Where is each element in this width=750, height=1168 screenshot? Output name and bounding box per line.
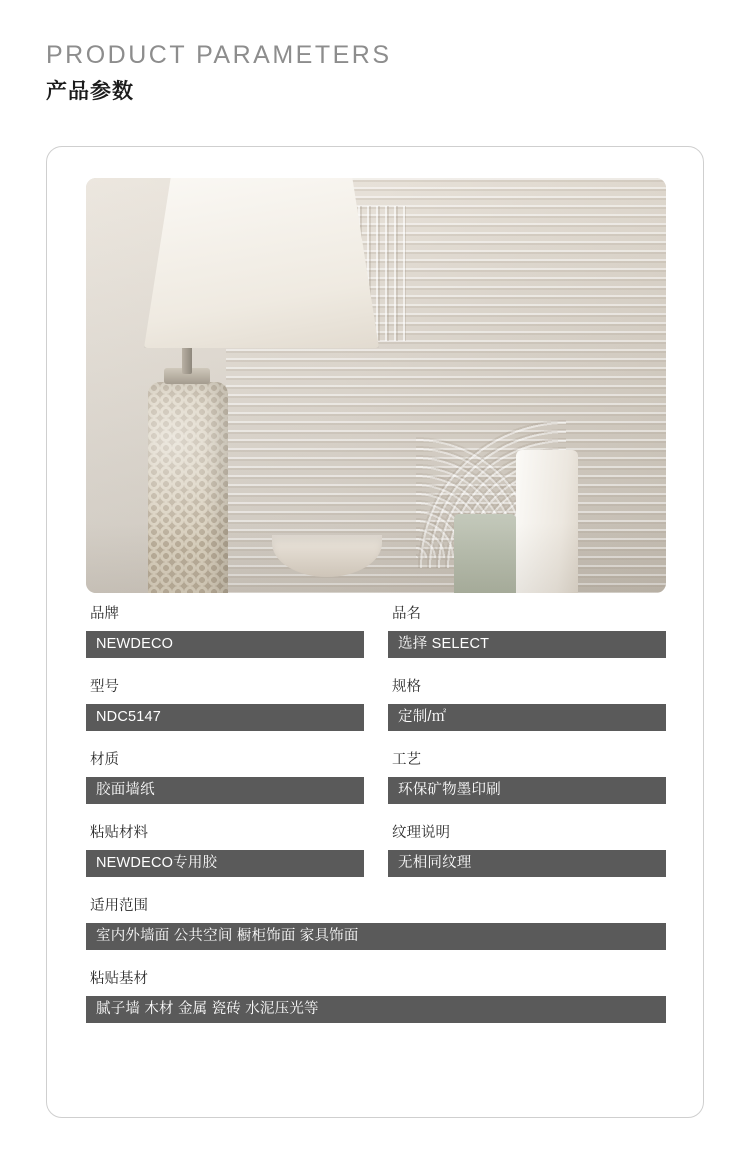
spec-field-adhesive [86,822,364,877]
page-title-english: PRODUCT PARAMETERS [46,41,392,69]
spec-label: 品名 [392,606,421,622]
spec-field-model [86,676,364,731]
spec-field-product-name [388,603,666,658]
lamp-neck [182,346,192,374]
spec-label: 纹理说明 [392,825,450,841]
page-title-chinese: 产品参数 [46,80,134,103]
spec-value: 腻子墙 木材 金属 瓷砖 水泥压光等 [86,996,666,1023]
spec-label: 适用范围 [90,898,148,914]
spec-label: 材质 [90,752,119,768]
spec-value: NEWDECO专用胶 [86,850,364,877]
spec-field-application-scope [86,895,666,950]
spec-value: 室内外墙面 公共空间 橱柜饰面 家具饰面 [86,923,666,950]
spec-label: 粘贴基材 [90,971,148,987]
spec-row [86,895,666,950]
specification-list [86,603,666,1041]
spec-label: 品牌 [90,606,119,622]
spec-row [86,968,666,1023]
hero-background [86,178,666,593]
spec-field-process [388,749,666,804]
spec-label: 型号 [90,679,119,695]
spec-value: 环保矿物墨印刷 [388,777,666,804]
spec-row [86,749,666,804]
spec-row [86,676,666,731]
spec-field-material [86,749,364,804]
page-header [46,38,646,107]
spec-field-substrate [86,968,666,1023]
spec-field-brand [86,603,364,658]
spec-label: 粘贴材料 [90,825,148,841]
spec-field-texture-note [388,822,666,877]
hero-bottom-shadow [86,523,666,593]
spec-value: NEWDECO [86,631,364,658]
spec-row [86,603,666,658]
spec-label: 规格 [392,679,421,695]
spec-value: 选择 SELECT [388,631,666,658]
spec-value: 胶面墙纸 [86,777,364,804]
product-card [46,146,704,1118]
product-hero-image [86,178,666,593]
spec-field-specification [388,676,666,731]
spec-value: 定制/㎡ [388,704,666,731]
lamp-shade [144,178,379,348]
spec-value: 无相同纹理 [388,850,666,877]
spec-value: NDC5147 [86,704,364,731]
spec-label: 工艺 [392,752,421,768]
spec-row [86,822,666,877]
